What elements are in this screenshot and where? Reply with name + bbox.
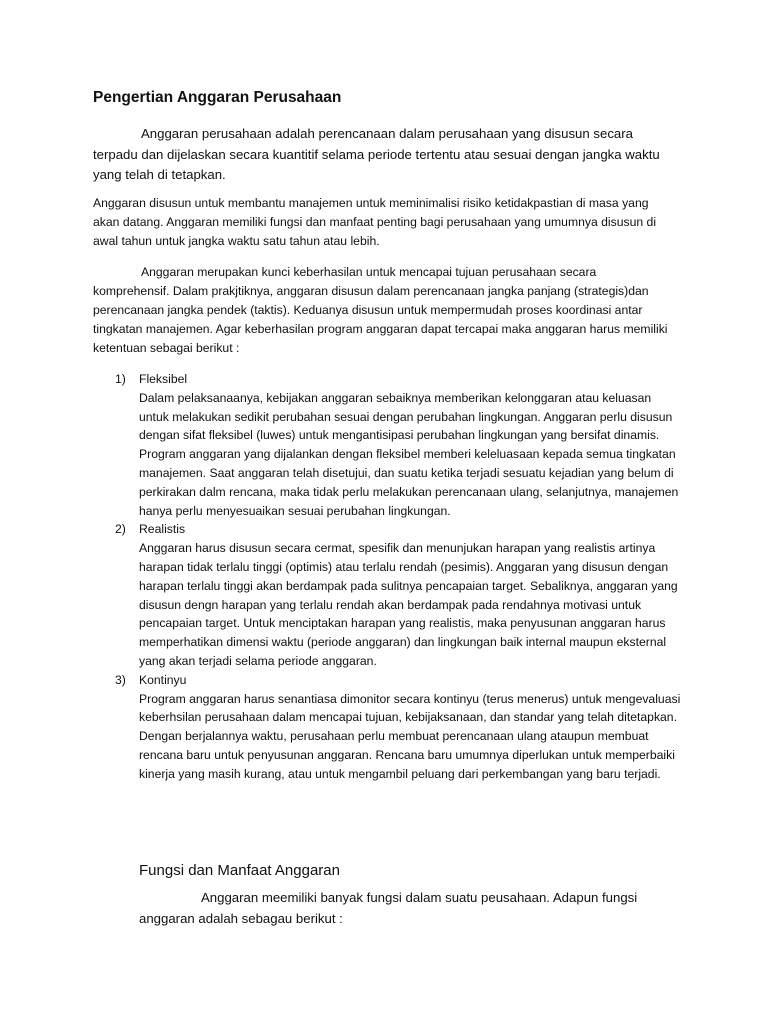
list-item-body: Anggaran harus disusun secara cermat, spesifik dan menunjukan harapan yang realistis artinya harapan tidak terlalu tinggi (optimis) atau terlalu rendah (pesimis). Anggaran yang disusun dengan harapan terlalu tinggi akan berdampak pada sulitnya pencapaian target. Sebaliknya, anggaran yang disusun dengn harapan yang terlalu rendah akan berdampak pada rendahnya motivasi untuk pencapaian target. Untuk menciptakan harapan yang realistis, maka penyusunan anggaran harus memperhatikan dimensi waktu (periode anggaran) dan lingkungan baik internal maupun eksternal yang akan terjadi selama periode anggaran. [139,541,678,668]
list-item-fleksibel [93,370,683,520]
list-item-body: Dalam pelaksanaanya, kebijakan anggaran sebaiknya memberikan kelonggaran atau keluasan untuk melakukan sedikit perubahan sesuai dengan perubahan lingkungan. Anggaran perlu disusun dengan sifat fleksibel (luwes) untuk mengantisipasi perubahan lingkungan yang bersifat dinamis. Program anggaran yang dijalankan dengan fleksibel memberi keleluasaan kepada semua tingkatan manajemen. Saat anggaran telah disetujui, dan suatu ketika terjadi sesuatu kejadian yang belum di perkirakan dalm rencana, maka tidak perlu melakukan perencanaan ulang, selanjutnya, manajemen hanya perlu menyesuaikan sesuai perubahan lingkungan. [139,390,679,518]
requirements-list [93,370,683,784]
list-number: 3) [115,672,126,687]
list-item-kontinyu [93,671,683,784]
section-heading: Fungsi dan Manfaat Anggaran [139,862,340,879]
list-number: 1) [115,372,126,386]
list-item-title: Kontinyu [139,672,187,687]
paragraph-purpose: Anggaran disusun untuk membantu manajemen untuk meminimalisi risiko ketidakpastian di masa yang akan datang. Anggaran memiliki fungsi dan manfaat penting bagi perusahaan yang umumnya disusun di awal tahun untuk jangka waktu satu tahun atau lebih. [93,196,657,248]
paragraph-definition: Anggaran perusahaan adalah perencanaan dalam perusahaan yang disusun secara terpadu dan dijelaskan secara kuantitif selama periode tertentu atau sesuai dengan jangka waktu yang telah di tetapkan. [93,126,660,182]
list-item-realistis [93,520,683,670]
list-number: 2) [115,522,126,537]
paragraph-key-success: Anggaran merupakan kunci keberhasilan untuk mencapai tujuan perusahaan secara komprehensif. Dalam prakjtiknya, anggaran disusun dalam perencanaan jangka panjang (strategis)dan perencanaan jangka pendek (taktis). Keduanya disusun untuk mempermudah proses koordinasi antar tingkatan manajemen. Agar keberhasilan program anggaran dapat tercapai maka anggaran harus memiliki ketentuan sebagai berikut : [93,265,668,355]
list-item-title: Fleksibel [139,372,188,386]
paragraph-functions-intro: Anggaran meemiliki banyak fungsi dalam suatu peusahaan. Adapun fungsi anggaran adalah sebagau berikut : [139,890,638,926]
list-item-body: Program anggaran harus senantiasa dimonitor secara kontinyu (terus menerus) untuk mengevaluasi keberhsilan perusahaan dalam mencapai tujuan, kebijaksanaan, dan standar yang telah ditetapkan. Dengan berjalannya waktu, perusahaan perlu membuat perencanaan ulang ataupun membuat rencana baru untuk penyusunan anggaran. Rencana baru umumnya diperlukan untuk memperbaiki kinerja yang masih kurang, atau untuk mengambil peluang dari perkembangan yang baru terjadi. [139,691,681,781]
list-item-title: Realistis [139,522,186,537]
page-title: Pengertian Anggaran Perusahaan [93,89,342,106]
